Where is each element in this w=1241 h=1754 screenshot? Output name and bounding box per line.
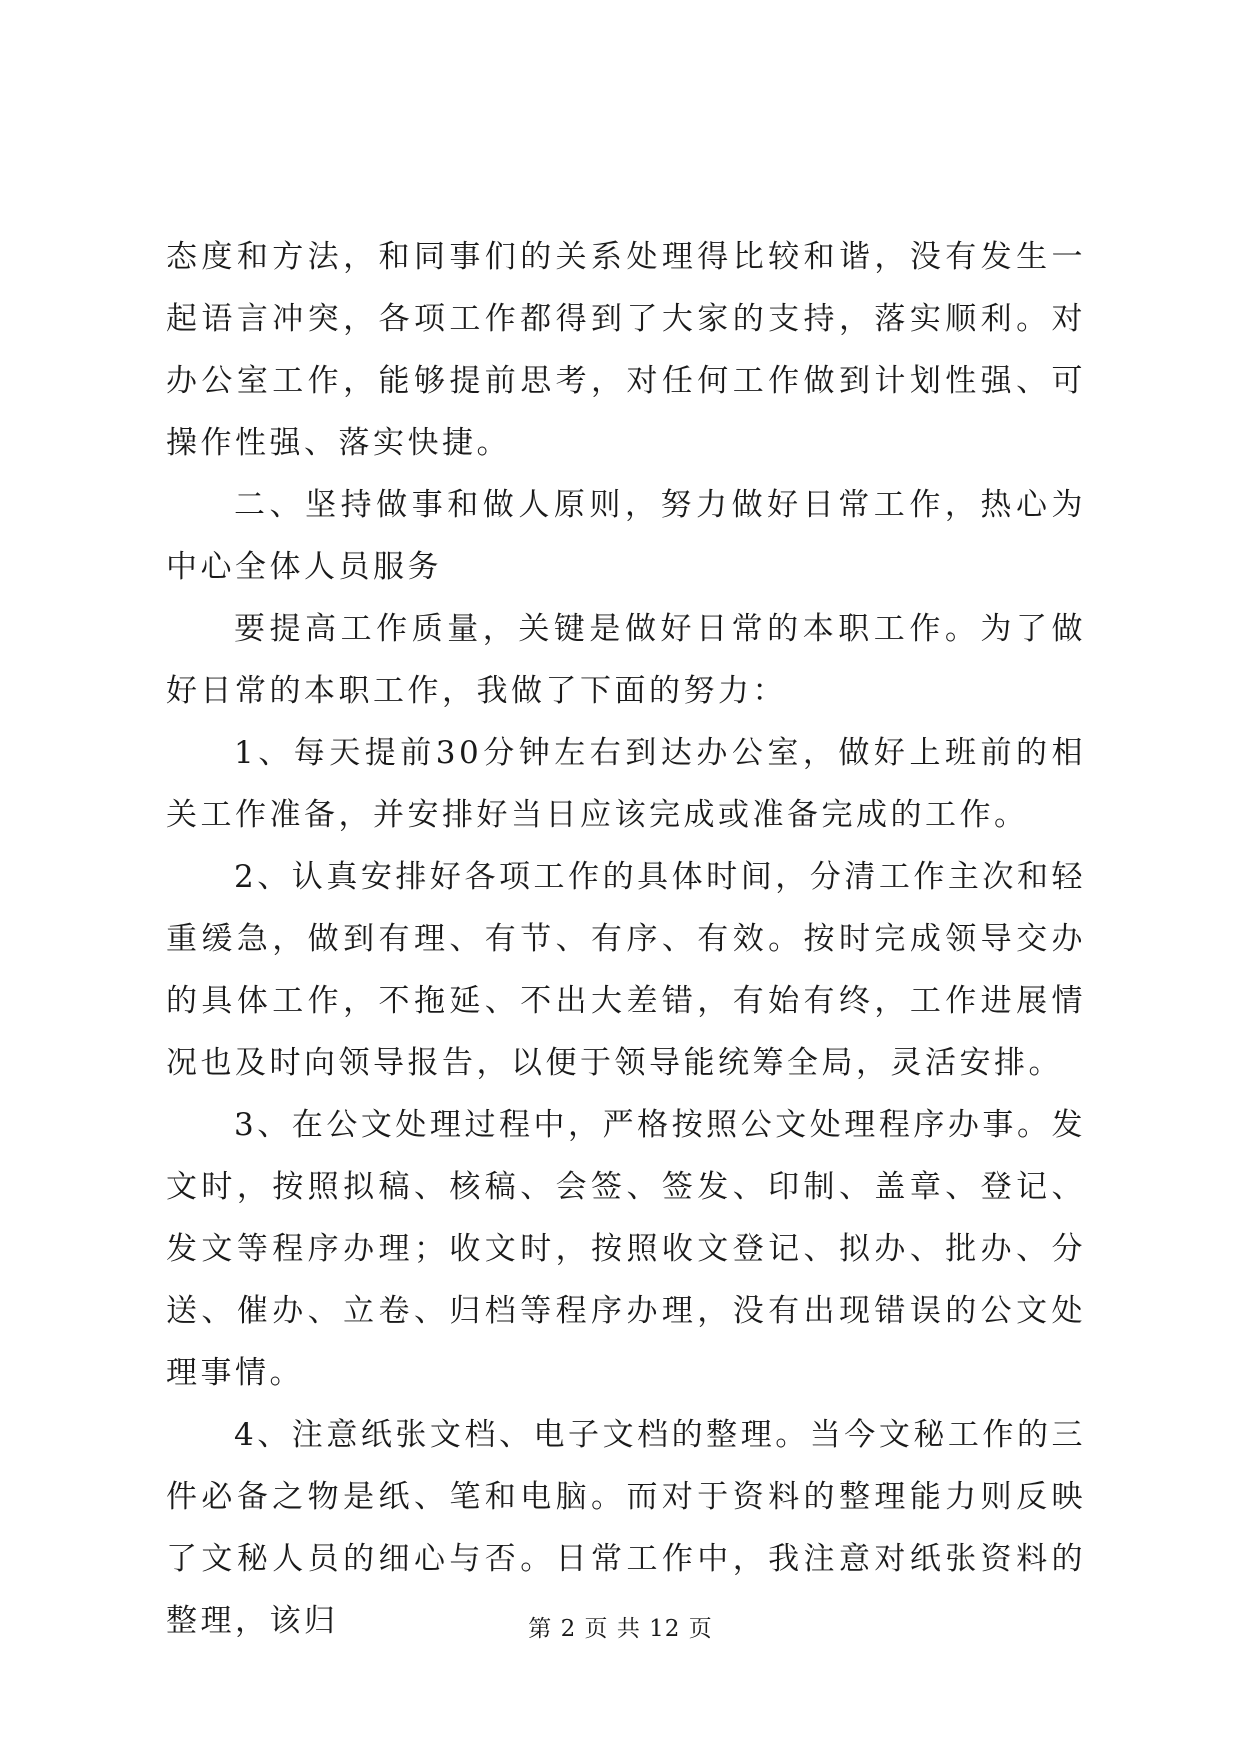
paragraph-5-item-2: 2、认真安排好各项工作的具体时间，分清工作主次和轻重缓急，做到有理、有节、有序、有效。按时完成领导交办的具体工作，不拖延、不出大差错，有始有终，工作进展情况也及时向领导报告，以便于领导能统筹全局，灵活安排。 <box>166 859 1086 1081</box>
paragraph-6-item-3: 3、在公文处理过程中，严格按照公文处理程序办事。发文时，按照拟稿、核稿、会签、签发、印制、盖章、登记、发文等程序办理；收文时，按照收文登记、拟办、批办、分送、催办、立卷、归档等程序办理，没有出现错误的公文处理事情。 <box>166 1107 1086 1391</box>
document-body <box>166 226 1086 1652</box>
paragraph-4-item-1: 1、每天提前30分钟左右到达办公室，做好上班前的相关工作准备，并安排好当日应该完成或准备完成的工作。 <box>166 735 1086 833</box>
paragraph-3: 要提高工作质量，关键是做好日常的本职工作。为了做好日常的本职工作，我做了下面的努力： <box>166 611 1086 709</box>
page-number-footer: 第 2 页 共 12 页 <box>528 1616 713 1642</box>
paragraph-2-heading: 二、坚持做事和做人原则，努力做好日常工作，热心为中心全体人员服务 <box>166 487 1086 585</box>
paragraph-7-item-4: 4、注意纸张文档、电子文档的整理。当今文秘工作的三件必备之物是纸、笔和电脑。而对于资料的整理能力则反映了文秘人员的细心与否。日常工作中，我注意对纸张资料的整理，该归 <box>166 1417 1086 1639</box>
paragraph-1: 态度和方法，和同事们的关系处理得比较和谐，没有发生一起语言冲突，各项工作都得到了大家的支持，落实顺利。对办公室工作，能够提前思考，对任何工作做到计划性强、可操作性强、落实快捷。 <box>166 239 1086 461</box>
